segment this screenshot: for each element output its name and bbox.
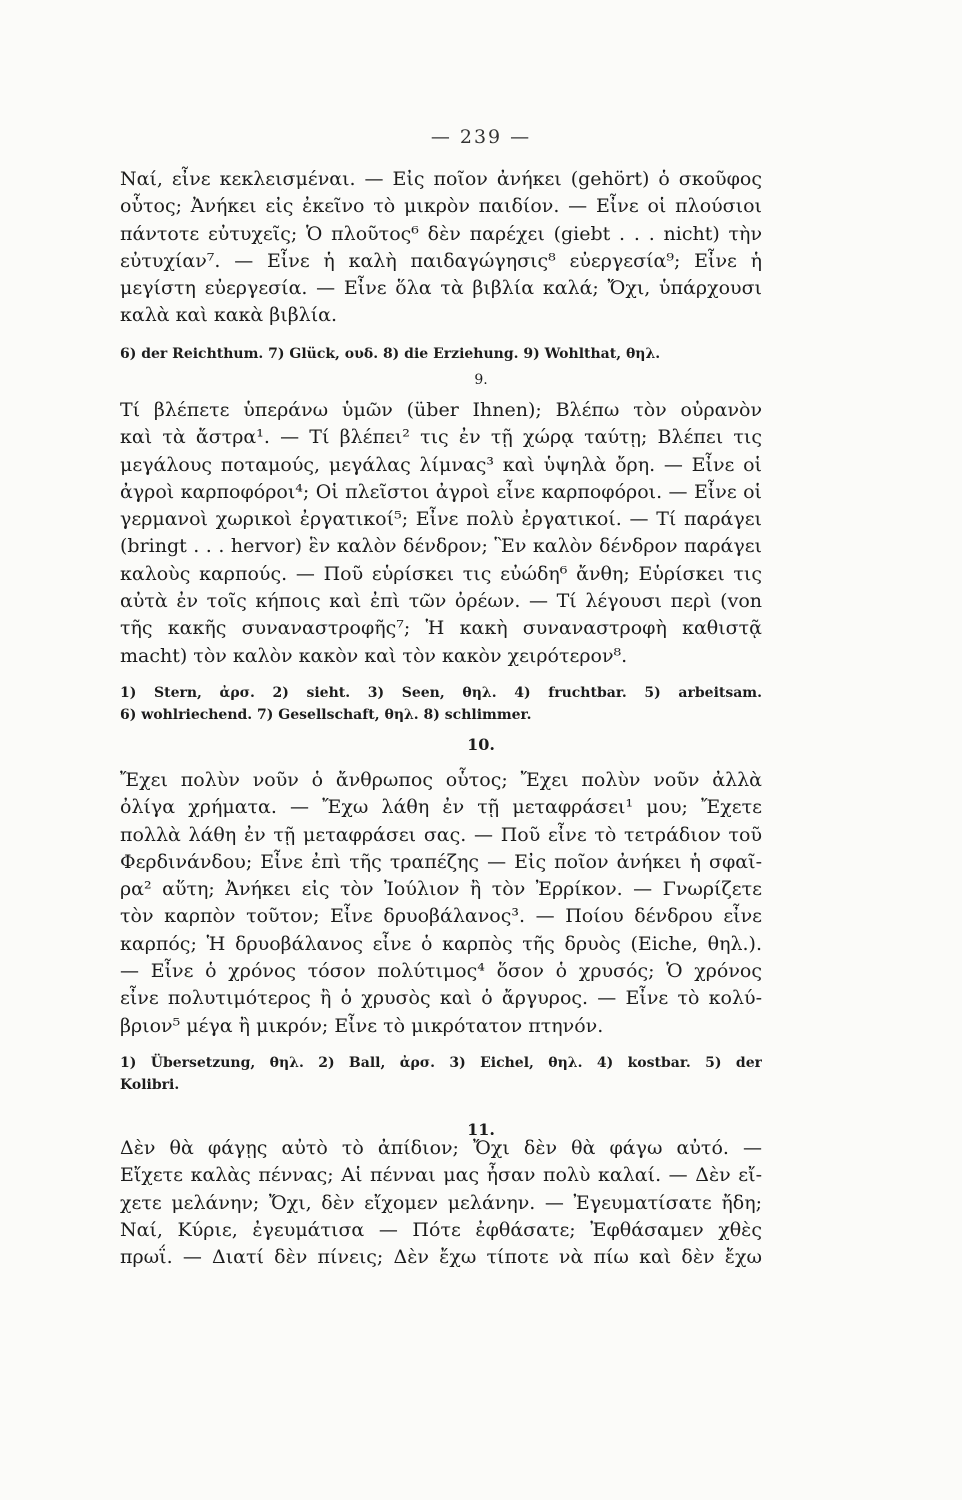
section-11-text: [120, 1135, 762, 1271]
text-line: Εἴχετε καλὰς πέννας; Αἱ πένναι μας ἦσαν πολὺ καλαί. — Δὲν εἴ-: [120, 1164, 762, 1187]
text-line: Δὲν θὰ φάγῃς αὐτὸ τὸ ἀπίδιον; Ὄχι δὲν θὰ φάγω αὐτό. —: [120, 1137, 762, 1159]
text-line: γερμανοὶ χωρικοὶ ἐργατικοί⁵; Εἶνε πολὺ ἐργατικοί. — Τί παράγει: [120, 508, 762, 531]
text-line: Ἔχει πολὺν νοῦν ὁ ἄνθρωπος οὗτος; Ἔχει πολὺν νοῦν ἀλλὰ: [120, 769, 762, 791]
section-10-footnotes: [120, 1052, 762, 1096]
text-line: Ναί, Κύριε, ἐγευμάτισα — Πότε ἐφθάσατε; Ἐφθάσαμεν χθὲς: [120, 1218, 762, 1241]
text-line: Ναί, εἶνε κεκλεισμέναι. — Εἰς ποῖον ἀνήκει (gehört) ὁ σκοῦφος: [120, 168, 762, 190]
text-line: macht) τὸν καλὸν κακὸν καὶ τὸν κακὸν χειρότερον⁸.: [120, 644, 628, 667]
section-9-footnotes: [120, 682, 762, 726]
section-8-text: [120, 166, 762, 330]
text-line: Τί βλέπετε ὑπεράνω ὑμῶν (über Ihnen); Βλέπω τὸν οὐρανὸν: [120, 399, 762, 421]
footnote-line: 1) Stern, ἀρσ. 2) sieht. 3) Seen, θηλ. 4) fruchtbar. 5) arbeitsam.: [120, 685, 762, 701]
text-line: πάντοτε εὐτυχεῖς; Ὁ πλοῦτος⁶ δὲν παρέχει (giebt . . . nicht) τὴν: [120, 222, 762, 245]
text-line: καλὰ καὶ κακὰ βιβλία.: [120, 304, 338, 327]
text-line: καρπός; Ἡ δρυοβάλανος εἶνε ὁ καρπὸς τῆς δρυὸς (Eiche, θηλ.).: [120, 932, 762, 955]
text-line: εὐτυχίαν⁷. — Εἶνε ἡ καλὴ παιδαγώγησις⁸ εὐεργεσία⁹; Εἶνε ἡ: [120, 249, 762, 272]
text-line: οὗτος; Ἀνήκει εἰς ἐκεῖνο τὸ μικρὸν παιδίον. — Εἶνε οἱ πλούσιοι: [120, 195, 762, 218]
section-9-number: 9.: [474, 372, 488, 388]
text-line: χετε μελάνην; Ὄχι, δὲν εἴχομεν μελάνην. — Ἐγευματίσατε ἤδη;: [120, 1191, 762, 1214]
text-line: τὸν καρπὸν τοῦτον; Εἶνε δρυοβάλανος³. — Ποίου δένδρου εἶνε: [120, 905, 762, 928]
text-line: μεγάλους ποταμούς, μεγάλας λίμνας³ καὶ ὑψηλὰ ὄρη. — Εἶνε οἱ: [120, 453, 762, 476]
section-10-number: 10.: [467, 735, 495, 754]
text-line: καὶ τὰ ἄστρα¹. — Τί βλέπει² τις ἐν τῇ χώρᾳ ταύτῃ; Βλέπει τις: [120, 426, 762, 449]
text-line: καλοὺς καρπούς. — Ποῦ εὑρίσκει τις εὐώδη⁶ ἄνθη; Εὑρίσκει τις: [120, 562, 762, 585]
section-8-footnotes: [120, 343, 762, 365]
section-9-text: [120, 397, 762, 670]
text-line: ρα² αὕτη; Ἀνήκει εἰς τὸν Ἰούλιον ἢ τὸν Ἐρρίκον. — Γνωρίζετε: [120, 878, 762, 901]
page-number: — 239 —: [430, 126, 532, 148]
text-line: ὀλίγα χρήματα. — Ἔχω λάθη ἐν τῇ μεταφράσει¹ μου; Ἔχετε: [120, 796, 762, 819]
footnote-line: 6) der Reichthum. 7) Glück, ουδ. 8) die Erziehung. 9) Wohlthat, θηλ.: [120, 346, 661, 362]
footnote-line: 1) Übersetzung, θηλ. 2) Ball, ἀρσ. 3) Eichel, θηλ. 4) kostbar. 5) der: [120, 1055, 762, 1071]
text-line: Φερδινάνδου; Εἶνε ἐπὶ τῆς τραπέζης — Εἰς ποῖον ἀνήκει ἡ σφαῖ-: [120, 850, 762, 873]
text-line: ἀγροὶ καρποφόροι⁴; Οἱ πλεῖστοι ἀγροὶ εἶνε καρποφόροι. — Εἶνε οἱ: [120, 480, 762, 503]
text-line: πολλὰ λάθη ἐν τῇ μεταφράσει σας. — Ποῦ εἶνε τὸ τετράδιον τοῦ: [120, 823, 762, 846]
text-line: αὐτὰ ἐν τοῖς κήποις καὶ ἐπὶ τῶν ὀρέων. — Τί λέγουσι περὶ (von: [120, 590, 762, 613]
text-line: (bringt . . . hervor) ἓν καλὸν δένδρον; Ἓν καλὸν δένδρον παράγει: [120, 535, 762, 558]
section-10-text: [120, 767, 762, 1040]
text-line: τῆς κακῆς συναναστροφῆς⁷; Ἡ κακὴ συναναστροφὴ καθιστᾷ: [120, 617, 762, 640]
section-11-number: 11.: [467, 1120, 495, 1139]
text-line: πρωΐ. — Διατί δὲν πίνεις; Δὲν ἔχω τίποτε νὰ πίω καὶ δὲν ἔχω: [120, 1246, 762, 1269]
text-line: — Εἶνε ὁ χρόνος τόσον πολύτιμος⁴ ὅσον ὁ χρυσός; Ὁ χρόνος: [120, 960, 762, 983]
footnote-line: Kolibri.: [120, 1077, 180, 1093]
text-line: μεγίστη εὐεργεσία. — Εἶνε ὅλα τὰ βιβλία καλά; Ὄχι, ὑπάρχουσι: [120, 277, 762, 300]
text-line: εἶνε πολυτιμότερος ἢ ὁ χρυσὸς καὶ ὁ ἄργυρος. — Εἶνε τὸ κολύ-: [120, 987, 762, 1010]
footnote-line: 6) wohlriechend. 7) Gesellschaft, θηλ. 8) schlimmer.: [120, 707, 532, 723]
text-line: βριον⁵ μέγα ἢ μικρόν; Εἶνε τὸ μικρότατον πτηνόν.: [120, 1014, 604, 1037]
